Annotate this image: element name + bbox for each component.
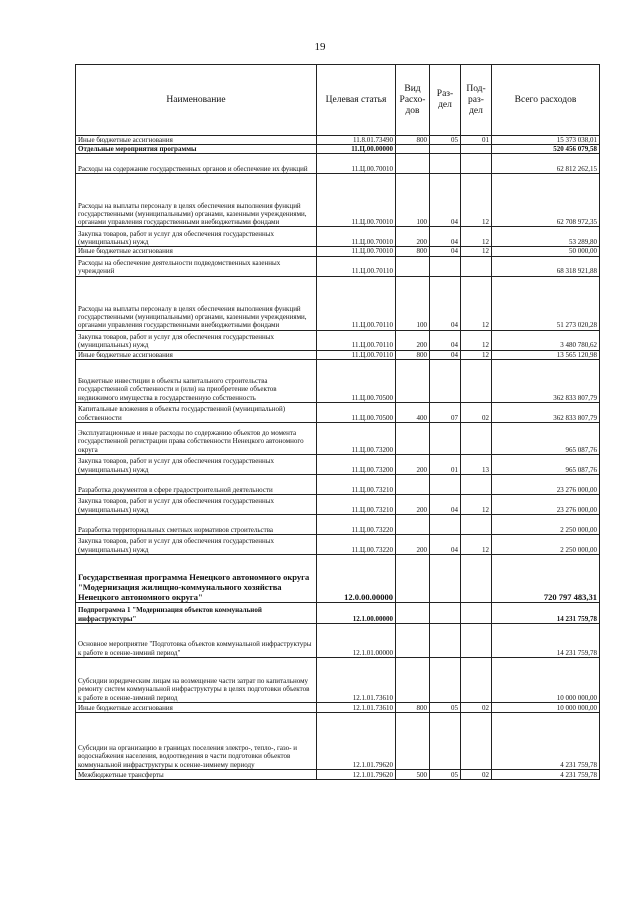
row-name: Разработка территориальных сметных нормативов строительства bbox=[76, 514, 317, 534]
row-section bbox=[430, 602, 461, 623]
row-name: Субсидии на организацию в границах поселения электро-, тепло-, газо- и водоснабжения населения, водоотведения в части подготовки объектов коммунальной инфраструктуры к осенне-зимнему периоду bbox=[76, 712, 317, 769]
table-row bbox=[76, 276, 600, 330]
row-type: 500 bbox=[396, 769, 430, 779]
row-name: Разработка документов в сфере градостроительной деятельности bbox=[76, 474, 317, 494]
row-section bbox=[430, 623, 461, 657]
header-total: Всего расходов bbox=[492, 65, 600, 136]
row-subsection: 12 bbox=[461, 276, 492, 330]
row-subsection bbox=[461, 422, 492, 454]
row-sum: 965 087,76 bbox=[492, 422, 600, 454]
table-row bbox=[76, 154, 600, 174]
row-type bbox=[396, 145, 430, 154]
row-code: 11.Ц.00.70110 bbox=[317, 350, 396, 359]
row-code: 11.Ц.00.70010 bbox=[317, 227, 396, 247]
row-code: 11.Ц.00.70110 bbox=[317, 276, 396, 330]
row-subsection bbox=[461, 359, 492, 402]
row-sum: 14 231 759,78 bbox=[492, 623, 600, 657]
row-section bbox=[430, 554, 461, 602]
row-name: Иные бюджетные ассигнования bbox=[76, 350, 317, 359]
row-section: 04 bbox=[430, 330, 461, 350]
row-code: 12.1.01.00000 bbox=[317, 623, 396, 657]
row-section bbox=[430, 422, 461, 454]
row-name: Расходы на содержание государственных органов и обеспечение их функций bbox=[76, 154, 317, 174]
row-subsection bbox=[461, 145, 492, 154]
row-section: 04 bbox=[430, 174, 461, 227]
row-code: 12.1.01.79620 bbox=[317, 769, 396, 779]
row-code: 11.Ц.00.70010 bbox=[317, 247, 396, 256]
header-subsection: Под-раз-дел bbox=[461, 65, 492, 136]
row-code: 11.8.01.73490 bbox=[317, 136, 396, 145]
row-subsection bbox=[461, 154, 492, 174]
row-section: 05 bbox=[430, 702, 461, 712]
row-sum: 10 000 000,00 bbox=[492, 702, 600, 712]
row-section: 04 bbox=[430, 247, 461, 256]
row-subsection bbox=[461, 256, 492, 276]
table-row bbox=[76, 145, 600, 154]
row-sum: 14 231 759,78 bbox=[492, 602, 600, 623]
row-name: Эксплуатационные и иные расходы по содержанию объектов до момента государственной регистрации права собственности Ненецкого автономного округа bbox=[76, 422, 317, 454]
row-name: Закупка товаров, работ и услуг для обеспечения государственных (муниципальных) нужд bbox=[76, 534, 317, 554]
row-code: 12.1.01.73610 bbox=[317, 657, 396, 702]
row-type bbox=[396, 657, 430, 702]
row-sum: 4 231 759,78 bbox=[492, 712, 600, 769]
table-row bbox=[76, 494, 600, 514]
row-section: 04 bbox=[430, 350, 461, 359]
row-code: 11.Ц.00.73220 bbox=[317, 514, 396, 534]
table-row bbox=[76, 174, 600, 227]
row-subsection bbox=[461, 623, 492, 657]
row-name: Капитальные вложения в объекты государственной (муниципальной) собственности bbox=[76, 402, 317, 422]
table-row bbox=[76, 474, 600, 494]
row-type bbox=[396, 422, 430, 454]
table-row bbox=[76, 702, 600, 712]
row-sum: 4 231 759,78 bbox=[492, 769, 600, 779]
budget-table bbox=[75, 64, 600, 780]
row-sum: 10 000 000,00 bbox=[492, 657, 600, 702]
row-section: 05 bbox=[430, 769, 461, 779]
table-row bbox=[76, 534, 600, 554]
header-target-article: Целевая статья bbox=[317, 65, 396, 136]
row-sum: 520 456 079,58 bbox=[492, 145, 600, 154]
row-name: Расходы на выплаты персоналу в целях обеспечения выполнения функций государственными (муниципальными) органами, казенными учреждениями, органами управления государственными внебюджетными фондами bbox=[76, 276, 317, 330]
page-number: 19 bbox=[314, 41, 326, 53]
row-name: Бюджетные инвестиции в объекты капитального строительства государственной собственности и (или) на приобретение объектов недвижимого имущества в государственную собственность bbox=[76, 359, 317, 402]
row-subsection: 02 bbox=[461, 769, 492, 779]
row-code: 12.1.01.73610 bbox=[317, 702, 396, 712]
row-subsection: 12 bbox=[461, 494, 492, 514]
row-section bbox=[430, 657, 461, 702]
table-row bbox=[76, 712, 600, 769]
row-subsection bbox=[461, 712, 492, 769]
row-code: 11.Ц.00.73210 bbox=[317, 474, 396, 494]
row-subsection: 12 bbox=[461, 174, 492, 227]
row-type: 800 bbox=[396, 702, 430, 712]
row-type: 400 bbox=[396, 402, 430, 422]
table-header-row bbox=[76, 65, 600, 136]
table-row bbox=[76, 602, 600, 623]
row-type bbox=[396, 359, 430, 402]
row-sum: 53 289,80 bbox=[492, 227, 600, 247]
row-section: 04 bbox=[430, 276, 461, 330]
row-section bbox=[430, 474, 461, 494]
row-section: 04 bbox=[430, 494, 461, 514]
row-name: Иные бюджетные ассигнования bbox=[76, 136, 317, 145]
row-sum: 68 318 921,88 bbox=[492, 256, 600, 276]
row-subsection: 02 bbox=[461, 702, 492, 712]
row-name: Отдельные мероприятия программы bbox=[76, 145, 317, 154]
table-row bbox=[76, 623, 600, 657]
row-name: Закупка товаров, работ и услуг для обеспечения государственных (муниципальных) нужд bbox=[76, 330, 317, 350]
row-code: 11.Ц.00.70010 bbox=[317, 154, 396, 174]
row-subsection bbox=[461, 514, 492, 534]
row-type bbox=[396, 623, 430, 657]
row-section: 01 bbox=[430, 454, 461, 474]
row-type bbox=[396, 514, 430, 534]
row-subsection: 13 bbox=[461, 454, 492, 474]
row-section bbox=[430, 154, 461, 174]
row-sum: 50 000,00 bbox=[492, 247, 600, 256]
row-code: 11.Ц.00.70110 bbox=[317, 256, 396, 276]
row-sum: 51 273 020,28 bbox=[492, 276, 600, 330]
row-section: 04 bbox=[430, 227, 461, 247]
row-section bbox=[430, 712, 461, 769]
row-subsection: 02 bbox=[461, 402, 492, 422]
row-type bbox=[396, 602, 430, 623]
table-row bbox=[76, 136, 600, 145]
table-row bbox=[76, 247, 600, 256]
row-subsection bbox=[461, 554, 492, 602]
row-sum: 2 250 000,00 bbox=[492, 534, 600, 554]
row-type: 100 bbox=[396, 276, 430, 330]
row-sum: 15 373 038,01 bbox=[492, 136, 600, 145]
row-code: 11.Ц.00.73200 bbox=[317, 454, 396, 474]
header-name: Наименование bbox=[76, 65, 317, 136]
row-subsection bbox=[461, 602, 492, 623]
row-subsection: 12 bbox=[461, 227, 492, 247]
row-subsection: 01 bbox=[461, 136, 492, 145]
row-code: 11.Ц.00.70110 bbox=[317, 330, 396, 350]
table-row bbox=[76, 514, 600, 534]
row-subsection: 12 bbox=[461, 247, 492, 256]
row-type: 200 bbox=[396, 494, 430, 514]
row-type: 800 bbox=[396, 136, 430, 145]
row-type: 100 bbox=[396, 174, 430, 227]
row-section: 05 bbox=[430, 136, 461, 145]
row-name: Основное мероприятие "Подготовка объектов коммунальной инфраструктуры к работе в осенне-зимний период" bbox=[76, 623, 317, 657]
row-sum: 720 797 483,31 bbox=[492, 554, 600, 602]
row-type bbox=[396, 154, 430, 174]
table-row bbox=[76, 402, 600, 422]
row-code: 11.Ц.00.70500 bbox=[317, 402, 396, 422]
row-subsection: 12 bbox=[461, 330, 492, 350]
row-type: 200 bbox=[396, 534, 430, 554]
row-name: Государственная программа Ненецкого автономного округа "Модернизация жилищно-коммунального хозяйства Ненецкого автономного округа" bbox=[76, 554, 317, 602]
row-section bbox=[430, 145, 461, 154]
row-sum: 362 833 807,79 bbox=[492, 359, 600, 402]
row-sum: 23 276 000,00 bbox=[492, 474, 600, 494]
table-row bbox=[76, 227, 600, 247]
row-code: 12.0.00.00000 bbox=[317, 554, 396, 602]
row-section: 04 bbox=[430, 534, 461, 554]
table-row bbox=[76, 350, 600, 359]
row-subsection: 12 bbox=[461, 350, 492, 359]
row-type: 200 bbox=[396, 227, 430, 247]
row-sum: 965 087,76 bbox=[492, 454, 600, 474]
row-code: 11.Ц.00.70010 bbox=[317, 174, 396, 227]
row-type: 800 bbox=[396, 350, 430, 359]
header-expense-type: Вид Расхо-дов bbox=[396, 65, 430, 136]
row-sum: 362 833 807,79 bbox=[492, 402, 600, 422]
row-name: Закупка товаров, работ и услуг для обеспечения государственных (муниципальных) нужд bbox=[76, 494, 317, 514]
table-row bbox=[76, 454, 600, 474]
row-name: Иные бюджетные ассигнования bbox=[76, 247, 317, 256]
row-code: 12.1.00.00000 bbox=[317, 602, 396, 623]
row-code: 12.1.01.79620 bbox=[317, 712, 396, 769]
row-type bbox=[396, 712, 430, 769]
row-code: 11.Ц.00.73210 bbox=[317, 494, 396, 514]
row-code: 11.Ц.00.00000 bbox=[317, 145, 396, 154]
row-name: Иные бюджетные ассигнования bbox=[76, 702, 317, 712]
row-code: 11.Ц.00.70500 bbox=[317, 359, 396, 402]
row-name: Субсидии юридическим лицам на возмещение части затрат по капитальному ремонту систем коммунальной инфраструктуры в целях подготовки объектов к работе в осенне-зимний период bbox=[76, 657, 317, 702]
table-row bbox=[76, 554, 600, 602]
row-sum: 62 812 262,15 bbox=[492, 154, 600, 174]
row-name: Расходы на обеспечение деятельности подведомственных казенных учреждений bbox=[76, 256, 317, 276]
row-code: 11.Ц.00.73220 bbox=[317, 534, 396, 554]
row-sum: 2 250 000,00 bbox=[492, 514, 600, 534]
row-subsection bbox=[461, 474, 492, 494]
row-sum: 3 480 780,62 bbox=[492, 330, 600, 350]
row-section bbox=[430, 514, 461, 534]
row-type: 200 bbox=[396, 454, 430, 474]
row-name: Закупка товаров, работ и услуг для обеспечения государственных (муниципальных) нужд bbox=[76, 454, 317, 474]
table-row bbox=[76, 359, 600, 402]
row-type bbox=[396, 256, 430, 276]
table-row bbox=[76, 769, 600, 779]
row-name: Расходы на выплаты персоналу в целях обеспечения выполнения функций государственными (муниципальными) органами, казенными учреждениями, органами управления государственными внебюджетными фондами bbox=[76, 174, 317, 227]
row-name: Закупка товаров, работ и услуг для обеспечения государственных (муниципальных) нужд bbox=[76, 227, 317, 247]
row-type bbox=[396, 554, 430, 602]
row-name: Межбюджетные трансферты bbox=[76, 769, 317, 779]
table-row bbox=[76, 657, 600, 702]
header-section: Раз-дел bbox=[430, 65, 461, 136]
row-type: 800 bbox=[396, 247, 430, 256]
table-row bbox=[76, 330, 600, 350]
row-sum: 62 708 972,35 bbox=[492, 174, 600, 227]
row-section bbox=[430, 256, 461, 276]
row-type: 200 bbox=[396, 330, 430, 350]
row-subsection: 12 bbox=[461, 534, 492, 554]
row-section: 07 bbox=[430, 402, 461, 422]
row-name: Подпрограмма 1 "Модернизация объектов коммунальной инфраструктуры" bbox=[76, 602, 317, 623]
row-sum: 13 565 120,98 bbox=[492, 350, 600, 359]
row-type bbox=[396, 474, 430, 494]
row-section bbox=[430, 359, 461, 402]
table-row bbox=[76, 256, 600, 276]
row-sum: 23 276 000,00 bbox=[492, 494, 600, 514]
table-row bbox=[76, 422, 600, 454]
row-subsection bbox=[461, 657, 492, 702]
row-code: 11.Ц.00.73200 bbox=[317, 422, 396, 454]
